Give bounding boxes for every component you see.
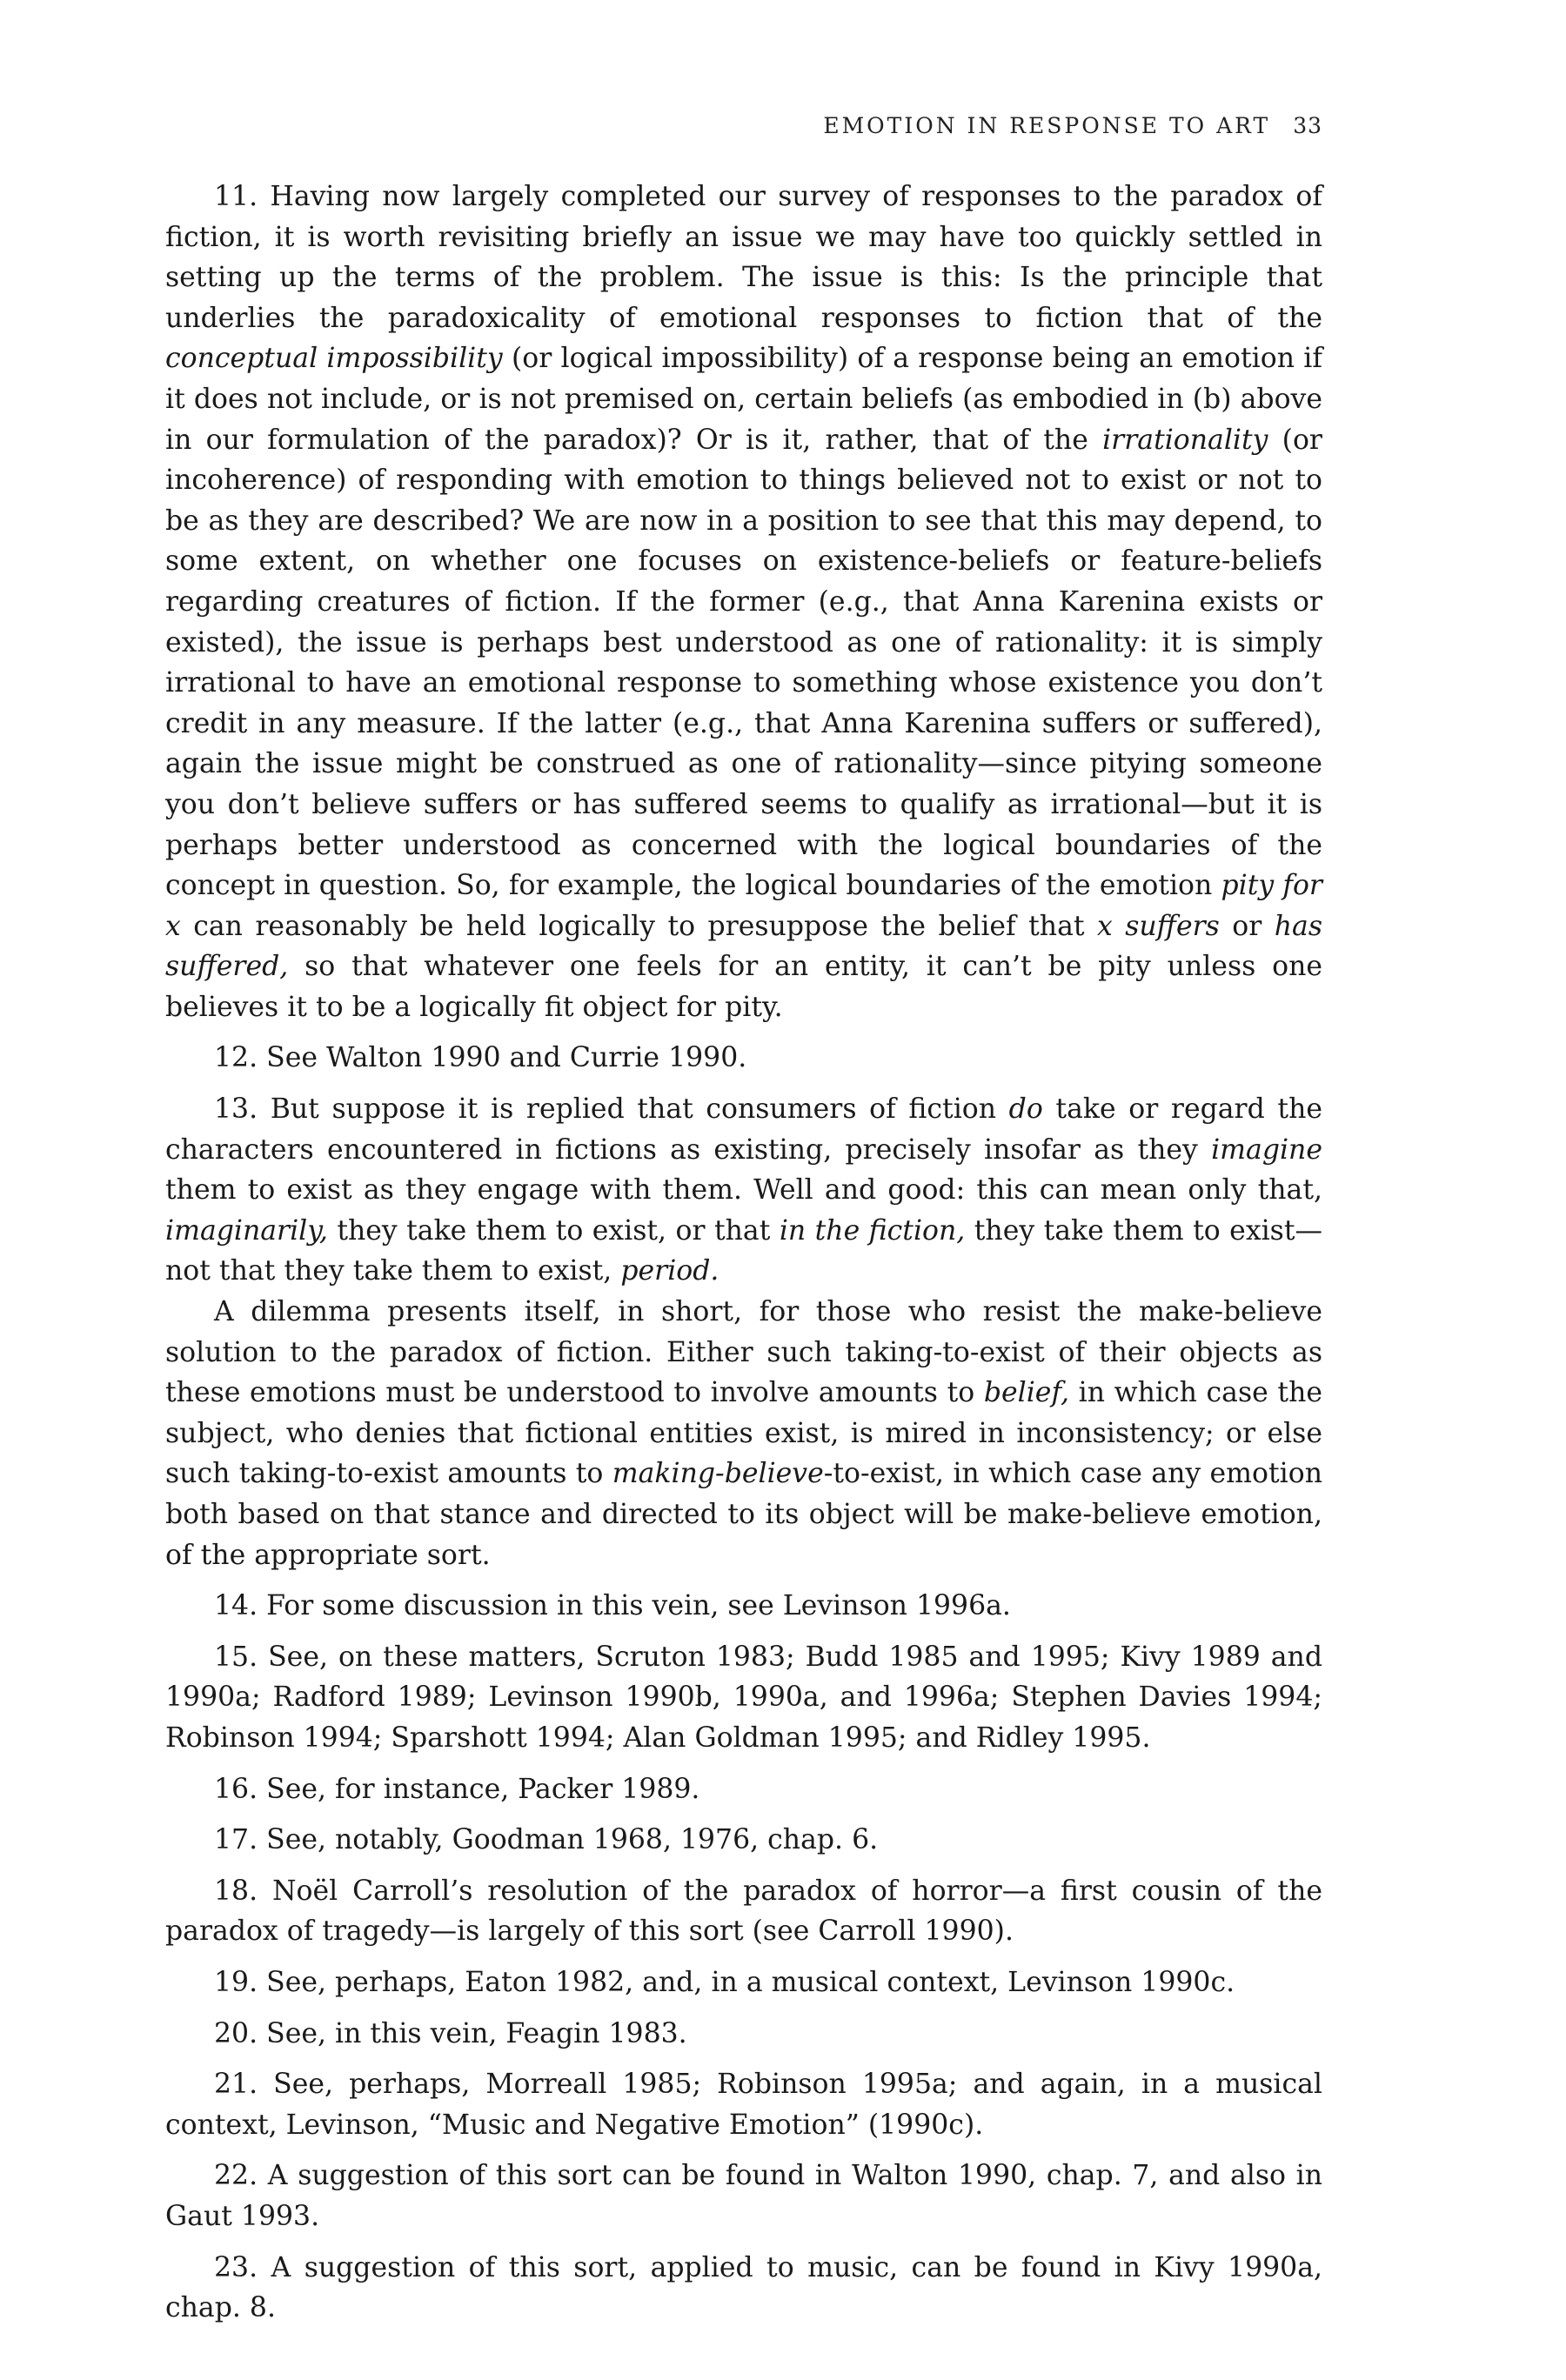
- note-text: See, for instance, Packer 1989.: [266, 1773, 700, 1805]
- note: [165, 2064, 1322, 2145]
- running-title: EMOTION IN RESPONSE TO ART: [823, 113, 1271, 138]
- endnotes: [165, 177, 1322, 2329]
- running-head: [165, 113, 1322, 138]
- note-number: 19.: [214, 1966, 258, 1998]
- note-text: -to-exist, in which case any emotion both based on that stance and directed to its object will be make-believe emotion, of the appropriate sort.: [165, 1458, 1322, 1571]
- note-text: Having now largely completed our survey of responses to the paradox of fiction, it is worth revisiting briefly an issue we may have too quickly settled in setting up the terms of the problem. The issue is this: Is the principle that underlies the paradoxicality of emotional responses to fiction that of the: [165, 181, 1323, 334]
- note-number: 18.: [214, 1875, 258, 1907]
- note-number: 21.: [214, 2069, 258, 2101]
- note-italic-text: pity for x: [165, 870, 1322, 942]
- note-number: 16.: [214, 1773, 258, 1805]
- note-text: For some discussion in this vein, see Levinson 1996a.: [266, 1590, 1011, 1622]
- note-text: they take them to exist, or that: [327, 1214, 780, 1247]
- note-text: they take them to exist—not that they take them to exist,: [165, 1214, 1322, 1287]
- note-text: See, in this vein, Feagin 1983.: [266, 2017, 687, 2049]
- note: [165, 177, 1322, 1027]
- note-italic-text: do: [1008, 1093, 1043, 1126]
- note-text: See, notably, Goodman 1968, 1976, chap. 6.: [266, 1824, 879, 1856]
- note-number: 14.: [214, 1590, 258, 1622]
- note-number: 13.: [214, 1093, 258, 1126]
- note-italic-text: making-believe: [612, 1458, 824, 1490]
- note: [165, 1962, 1322, 2003]
- note-text: can reasonably be held logically to presuppose the belief that: [180, 910, 1097, 942]
- note: [165, 2014, 1322, 2055]
- note-number: 11.: [214, 181, 258, 212]
- note-text: A suggestion of this sort, applied to music, can be found in Kivy 1990a, chap. 8.: [165, 2251, 1323, 2324]
- note-italic-text: x suffers: [1096, 910, 1220, 942]
- note-text: so that whatever one feels for an entity, it can’t be pity unless one believes it to be a logically fit object for pity.: [165, 951, 1322, 1023]
- note-number: 15.: [214, 1641, 258, 1673]
- note-text: See, perhaps, Morreall 1985; Robinson 1995a; and again, in a musical context, Levinson, “Music and Negative Emotion” (1990c).: [165, 2069, 1322, 2141]
- note-text: (or logical impossibility) of a response being an emotion if it does not include, or is not premised on, certain beliefs (as embodied in (b) above in our formulation of the paradox)? Or is it, rather, that of the: [165, 343, 1322, 456]
- note-number: 23.: [214, 2251, 258, 2283]
- note-text: or: [1219, 910, 1275, 942]
- note-text: See, on these matters, Scruton 1983; Budd 1985 and 1995; Kivy 1989 and 1990a; Radford 1989; Levinson 1990b, 1990a, and 1996a; Stephen Davies 1994; Robinson 1994; Sparshott 1994; Alan Goldman 1995; and Ridley 1995.: [165, 1641, 1322, 1754]
- note-italic-text: irrationality: [1102, 424, 1268, 456]
- note: [165, 2248, 1322, 2329]
- note-italic-text: in the fiction,: [779, 1214, 966, 1247]
- note-text: But suppose it is replied that consumers of fiction: [270, 1093, 1009, 1126]
- note: [165, 1820, 1322, 1861]
- note: [165, 1769, 1322, 1810]
- note: [165, 1871, 1322, 1952]
- note-text: See Walton 1990 and Currie 1990.: [266, 1042, 747, 1074]
- note: [165, 1089, 1322, 1292]
- note-number: 22.: [214, 2160, 258, 2192]
- note: [165, 1038, 1322, 1079]
- note-italic-text: conceptual impossibility: [165, 343, 503, 375]
- book-page: [165, 113, 1322, 2329]
- note-text: in which case the subject, who denies that fictional entities exist, is mired in inconsistency; or else such taking-to-exist amounts to: [165, 1377, 1323, 1490]
- note: [165, 1637, 1322, 1759]
- note-italic-text: period.: [620, 1255, 719, 1287]
- note-text: Noël Carroll’s resolution of the paradox of horror—a first cousin of the paradox of tragedy—is largely of this sort (see Carroll 1990).: [165, 1875, 1322, 1948]
- page-number: 33: [1293, 113, 1322, 138]
- note-text: take or regard the characters encountered in fictions as existing, precisely insofar as they: [165, 1093, 1322, 1166]
- note-text: A suggestion of this sort can be found in Walton 1990, chap. 7, and also in Gaut 1993.: [165, 2160, 1323, 2232]
- note: [165, 2156, 1322, 2236]
- note-number: 12.: [214, 1042, 258, 1074]
- note-text: (or incoherence) of responding with emotion to things believed not to exist or not to be as they are described? We are now in a position to see that this may depend, to some extent, on whether one focuses on existence-beliefs or feature-beliefs regarding creatures of fiction. If the former (e.g., that Anna Karenina exists or existed), the issue is perhaps best understood as one of rationality: it is simply irrational to have an emotional response to something whose existence you don’t credit in any measure. If the latter (e.g., that Anna Karenina suffers or suffered), again the issue might be construed as one of rationality—since pitying someone you don’t believe suffers or has suffered seems to qualify as irrational—but it is perhaps better understood as concerned with the logical boundaries of the concept in question. So, for example, the logical boundaries of the emotion: [165, 424, 1322, 902]
- note-text: See, perhaps, Eaton 1982, and, in a musical context, Levinson 1990c.: [266, 1966, 1235, 1998]
- note-text: A dilemma presents itself, in short, for those who resist the make-believe solution to the paradox of fiction. Either such taking-to-exist of their objects as these emotions must be understood to involve amounts to: [165, 1296, 1322, 1409]
- note-number: 17.: [214, 1824, 258, 1856]
- note-continuation: [165, 1292, 1322, 1575]
- note-italic-text: has suffered,: [165, 910, 1322, 983]
- note-text: them to exist as they engage with them. Well and good: this can mean only that,: [165, 1174, 1322, 1207]
- note-italic-text: imagine: [1211, 1133, 1322, 1166]
- note-italic-text: belief,: [983, 1377, 1069, 1409]
- note-number: 20.: [214, 2017, 258, 2049]
- note: [165, 1586, 1322, 1627]
- note-italic-text: imaginarily,: [165, 1214, 328, 1247]
